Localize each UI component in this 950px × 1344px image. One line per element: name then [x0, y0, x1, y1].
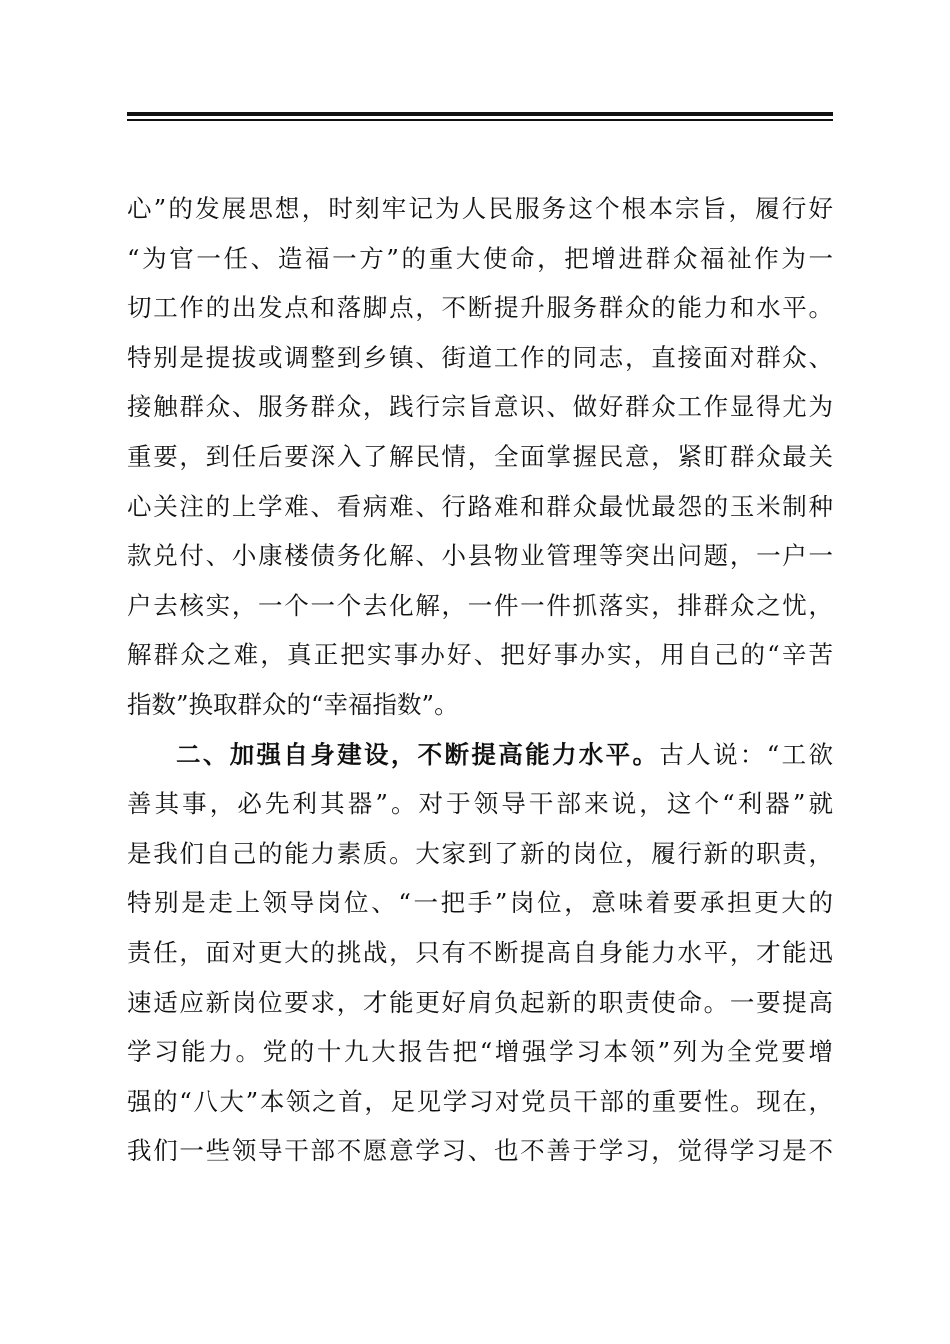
text-line: 指数”换取群众的“幸福指数”。 [127, 689, 459, 719]
header-rule-thin [127, 119, 833, 121]
text-line: 特别是提拔或调整到乡镇、街道工作的同志，直接面对群众、 [127, 342, 833, 372]
text-line: 切工作的出发点和落脚点，不断提升服务群众的能力和水平。 [127, 293, 833, 323]
text-line: 接触群众、服务群众，践行宗旨意识、做好群众工作显得尤为 [127, 392, 833, 422]
section-heading-line [127, 730, 833, 780]
text-line: “为官一任、造福一方”的重大使命，把增进群众福祉作为一 [127, 243, 833, 273]
text-line: 强的“八大”本领之首，足见学习对党员干部的重要性。现在， [127, 1086, 833, 1116]
text-line: 解群众之难，真正把实事办好、把好事办实，用自己的“辛苦 [127, 640, 833, 670]
text-line: 心”的发展思想，时刻牢记为人民服务这个根本宗旨，履行好 [127, 194, 833, 223]
section-heading-rest: 古人说：“工欲 [659, 739, 834, 769]
document-body [127, 184, 833, 1176]
text-line: 是我们自己的能力素质。大家到了新的岗位，履行新的职责， [127, 838, 833, 868]
text-line: 户去核实，一个一个去化解，一件一件抓落实，排群众之忧， [127, 590, 833, 620]
text-line: 速适应新岗位要求，才能更好肩负起新的职责使命。一要提高 [127, 987, 833, 1017]
text-line: 心关注的上学难、看病难、行路难和群众最忧最怨的玉米制种 [127, 491, 833, 521]
section-heading: 二、加强自身建设，不断提高能力水平。 [176, 739, 660, 769]
text-line: 学习能力。党的十九大报告把“增强学习本领”列为全党要增 [127, 1037, 833, 1067]
header-rule-thick [127, 112, 833, 116]
text-line: 特别是走上领导岗位、“一把手”岗位，意味着要承担更大的 [127, 888, 833, 918]
text-line: 重要，到任后要深入了解民情，全面掌握民意，紧盯群众最关 [127, 441, 833, 471]
text-line: 我们一些领导干部不愿意学习、也不善于学习，觉得学习是不 [127, 1136, 833, 1166]
text-line: 责任，面对更大的挑战，只有不断提高自身能力水平，才能迅 [127, 937, 833, 967]
text-line: 款兑付、小康楼债务化解、小县物业管理等突出问题，一户一 [127, 541, 833, 571]
text-line: 善其事，必先利其器”。对于领导干部来说，这个“利器”就 [127, 789, 833, 819]
